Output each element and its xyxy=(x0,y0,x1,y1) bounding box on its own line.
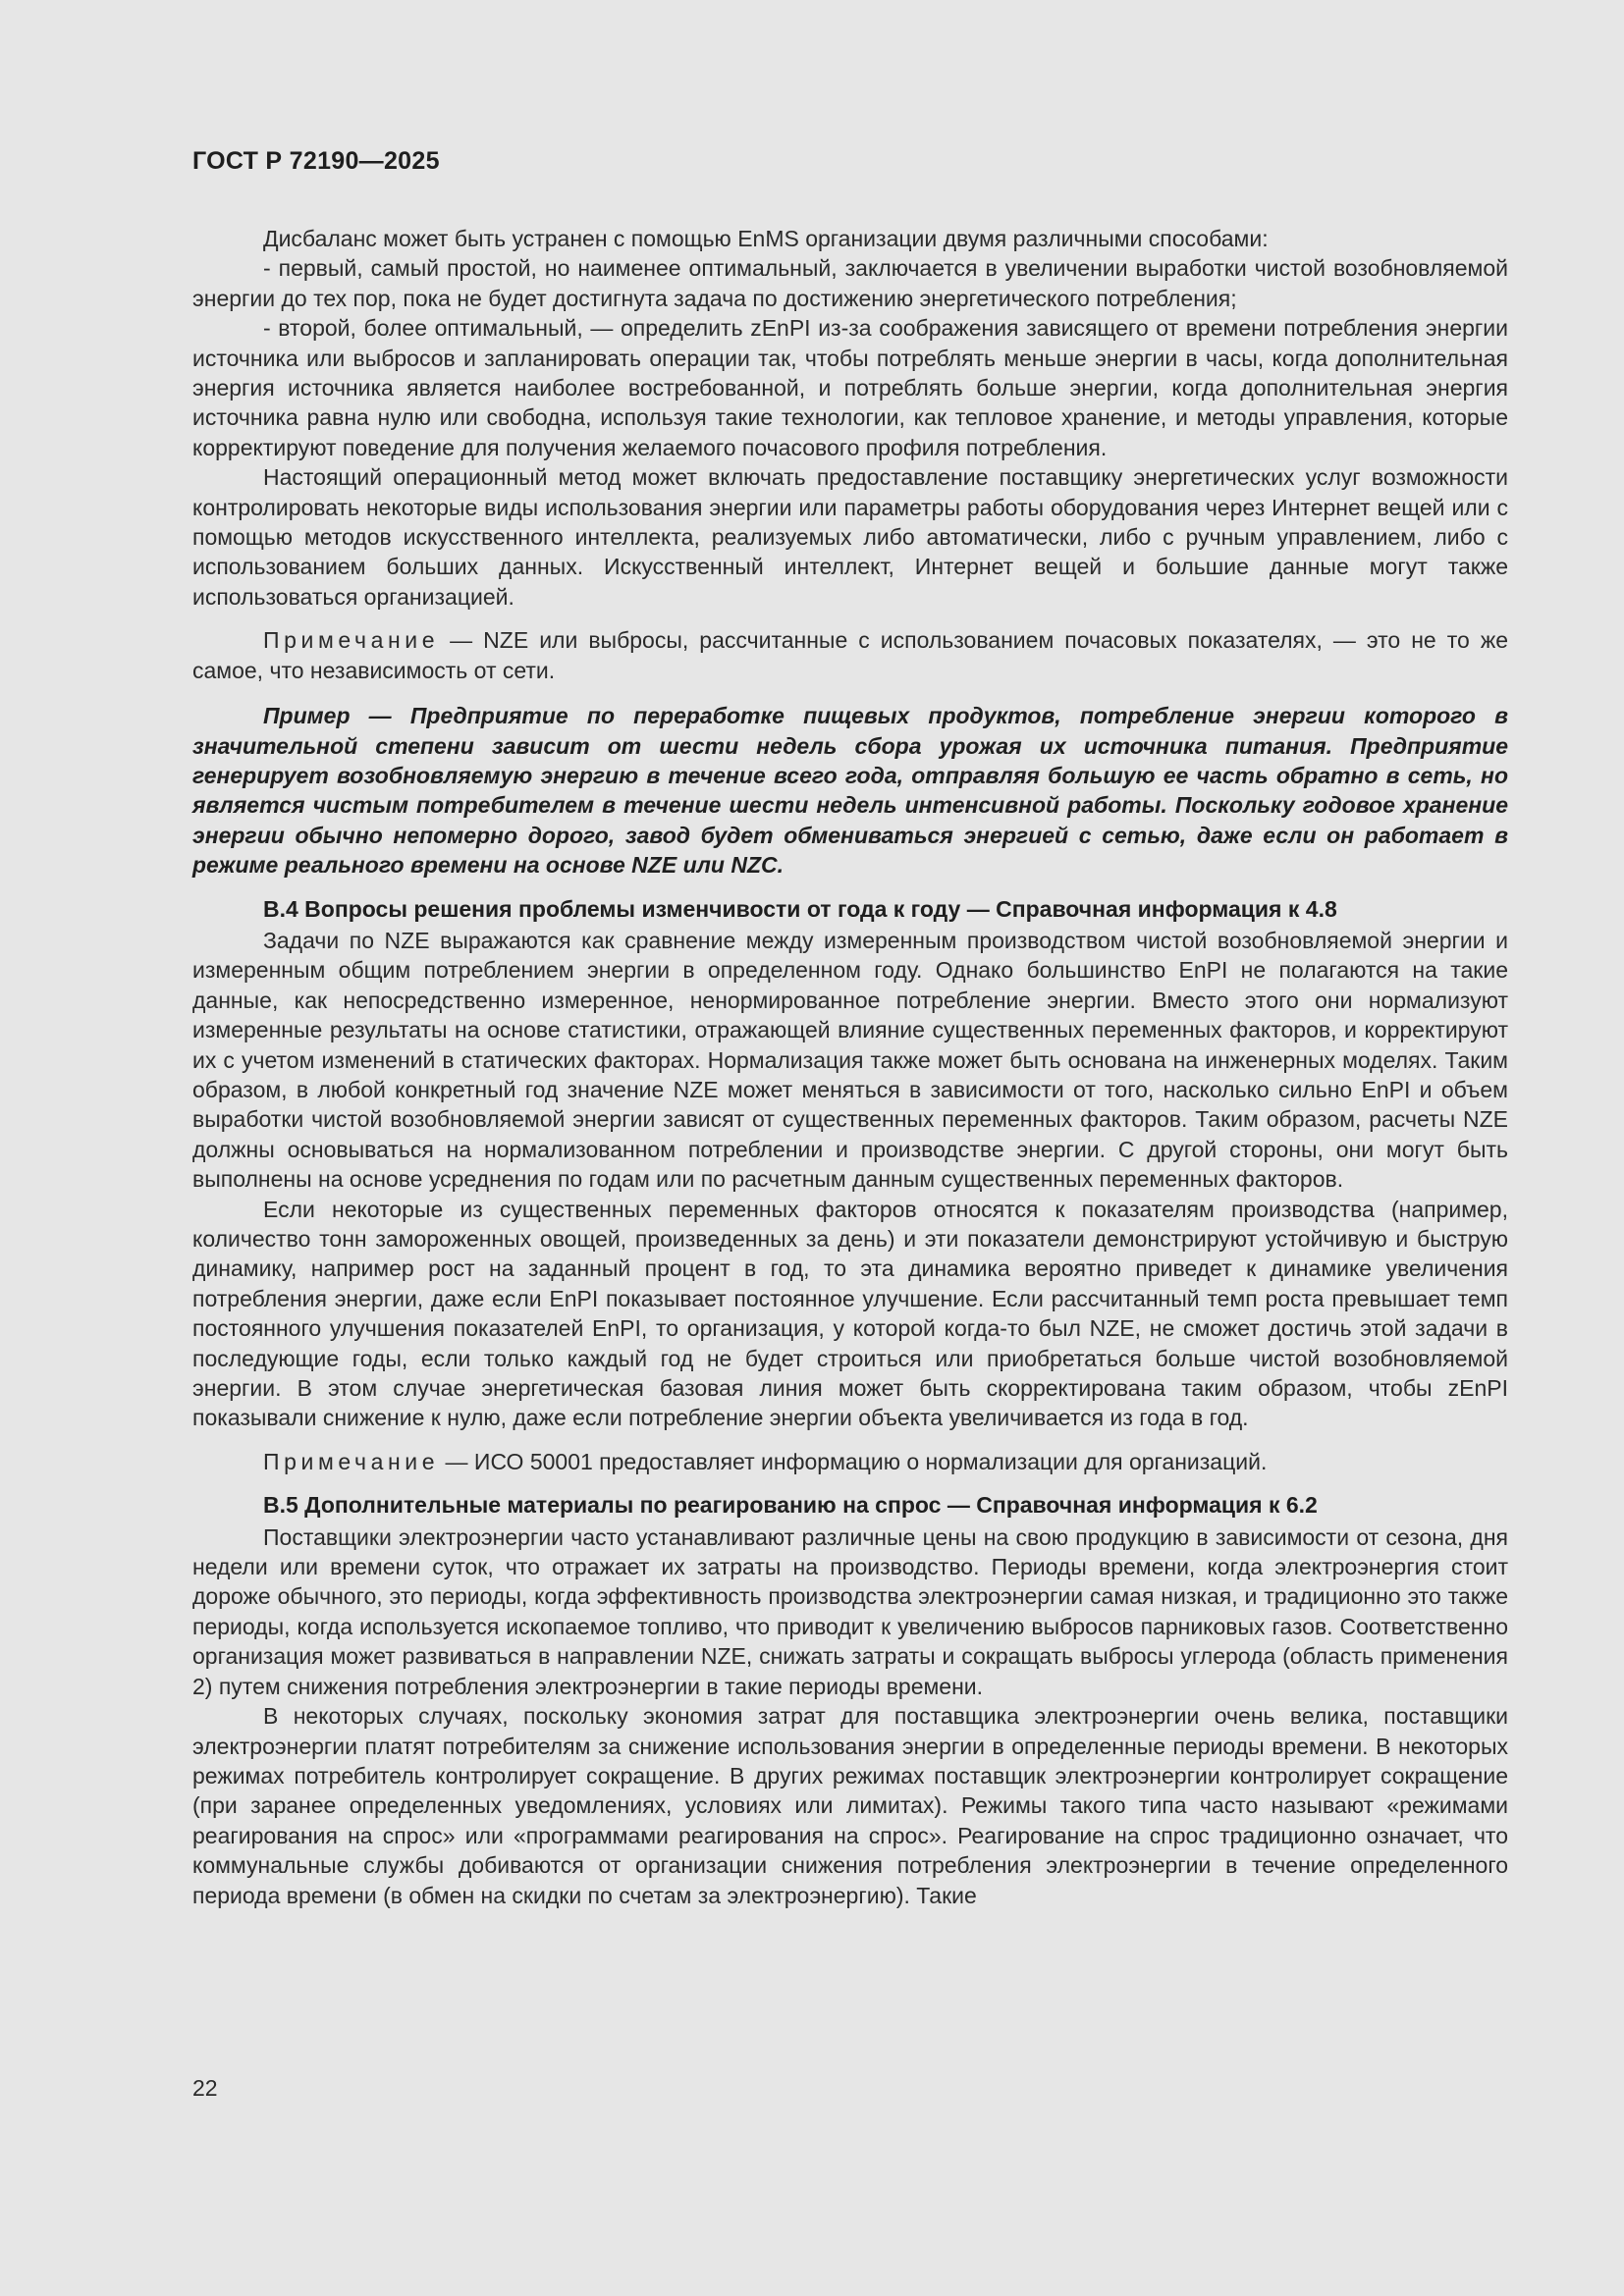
note-text: — NZE или выбросы, рассчитанные с использованием почасовых показателях, — это не то же самое, что независимость от сети. xyxy=(192,627,1508,683)
note-label: Примечание xyxy=(263,627,440,654)
document-header: ГОСТ Р 72190—2025 xyxy=(192,147,440,175)
note-text: — ИСО 50001 предоставляет информацию о нормализации для организаций. xyxy=(439,1448,1268,1474)
page-number: 22 xyxy=(192,2075,218,2101)
note xyxy=(192,625,1508,685)
paragraph: Поставщики электроэнергии часто устанавливают различные цены на свою продукцию в зависимости от сезона, дня недели или времени суток, что отражает их затраты на производство. Периоды времени, когда электроэнергия стоит дороже обычного, это периоды, когда эффективность производства электроэнергии самая низкая, и традиционно это также периоды, когда используется ископаемое топливо, что приводит к увеличению выбросов парниковых газов. Соответственно организация может развиваться в направлении NZE, снижать затраты и сокращать выбросы углерода (область применения 2) путем снижения потребления электроэнергии в такие периоды времени. xyxy=(192,1523,1508,1699)
paragraph: Настоящий операционный метод может включать предоставление поставщику энергетических услуг возможности контролировать некоторые виды использования энергии или параметры работы оборудования через Интернет вещей или с помощью методов искусственного интеллекта, реализуемых либо автоматически, либо с ручным управлением, либо с использованием больших данных. Искусственный интеллект, Интернет вещей и большие данные могут также использоваться организацией. xyxy=(192,464,1508,610)
section-heading-b5: В.5 Дополнительные материалы по реагированию на спрос — Справочная информация к 6.2 xyxy=(263,1492,1318,1519)
document-body xyxy=(192,224,1508,1910)
paragraph: Если некоторые из существенных переменных факторов относятся к показателям производства (например, количество тонн замороженных овощей, произведенных за день) и эти показатели демонстрируют устойчивую и быструю динамику, например рост на заданный процент в год, то эта динамика вероятно приведет к динамике увеличения потребления энергии, даже если EnPI показывает постоянное улучшение. Если рассчитанный темп роста превышает темп постоянного улучшения показателей EnPI, то организация, у которой когда-то был NZE, не сможет достичь этой задачи в последующие годы, если только каждый год не будет строиться или приобретаться больше чистой возобновляемой энергии. В этом случае энергетическая базовая линия может быть скорректирована таким образом, чтобы zEnPI показывали снижение к нулю, даже если потребление энергии объекта увеличивается из года в год. xyxy=(192,1196,1508,1431)
list-item: - второй, более оптимальный, — определить zEnPI из-за соображения зависящего от времени потребления энергии источника или выбросов и запланировать операции так, чтобы потреблять меньше энергии в часы, когда дополнительная энергия источника является наиболее востребованной, и потреблять больше энергии, когда дополнительная энергия источника равна нулю или свободна, используя такие технологии, как тепловое хранение, и методы управления, которые корректируют поведение для получения желаемого почасового профиля потребления. xyxy=(192,315,1508,460)
note xyxy=(192,1447,1508,1476)
list-item: - первый, самый простой, но наименее оптимальный, заключается в увеличении выработки чистой возобновляемой энергии до тех пор, пока не будет достигнута задача по достижению энергетического потребления; xyxy=(192,255,1508,311)
paragraph: Задачи по NZE выражаются как сравнение между измеренным производством чистой возобновляемой энергии и измеренным общим потреблением энергии в определенном году. Однако большинство EnPI не полагаются на такие данные, как непосредственно измеренное, ненормированное потребление энергии. Вместо этого они нормализуют измеренные результаты на основе статистики, отражающей влияние существенных переменных факторов, и корректируют их с учетом изменений в статических факторах. Нормализация также может быть основана на инженерных моделях. Таким образом, в любой конкретный год значение NZE может меняться в зависимости от того, насколько сильно EnPI и объем выработки чистой возобновляемой энергии зависят от существенных переменных факторов. Таким образом, расчеты NZE должны основываться на нормализованном потреблении и производстве энергии. С другой стороны, они могут быть выполнены на основе усреднения по годам или по расчетным данным существенных переменных факторов. xyxy=(192,927,1508,1193)
section-heading-b4: В.4 Вопросы решения проблемы изменчивости от года к году — Справочная информация к 4.8 xyxy=(263,895,1337,922)
note-label: Примечание xyxy=(263,1448,440,1474)
example-paragraph: Пример — Предприятие по переработке пищевых продуктов, потребление энергии которого в значительной степени зависит от шести недель сбора урожая их источника питания. Предприятие генерирует возобновляемую энергию в течение всего года, отправляя большую ее часть обратно в сеть, но является чистым потребителем в течение шести недель интенсивной работы. Поскольку годовое хранение энергии обычно непомерно дорого, завод будет обмениваться энергией с сетью, даже если он работает в режиме реального времени на основе NZE или NZC. xyxy=(192,703,1508,879)
paragraph: Дисбаланс может быть устранен с помощью EnMS организации двумя различными способами: xyxy=(263,226,1269,251)
paragraph: В некоторых случаях, поскольку экономия затрат для поставщика электроэнергии очень велика, поставщики электроэнергии платят потребителям за снижение использования энергии в определенные периоды времени. В некоторых режимах потребитель контролирует сокращение. В других режимах поставщик электроэнергии контролирует сокращение (при заранее определенных уведомлениях, условиях или лимитах). Режимы такого типа часто называют «режимами реагирования на спрос» или «программами реагирования на спрос». Реагирование на спрос традиционно означает, что коммунальные службы добиваются от организации снижения потребления электроэнергии в течение определенного периода времени (в обмен на скидки по счетам за электроэнергию). Такие xyxy=(192,1703,1508,1908)
